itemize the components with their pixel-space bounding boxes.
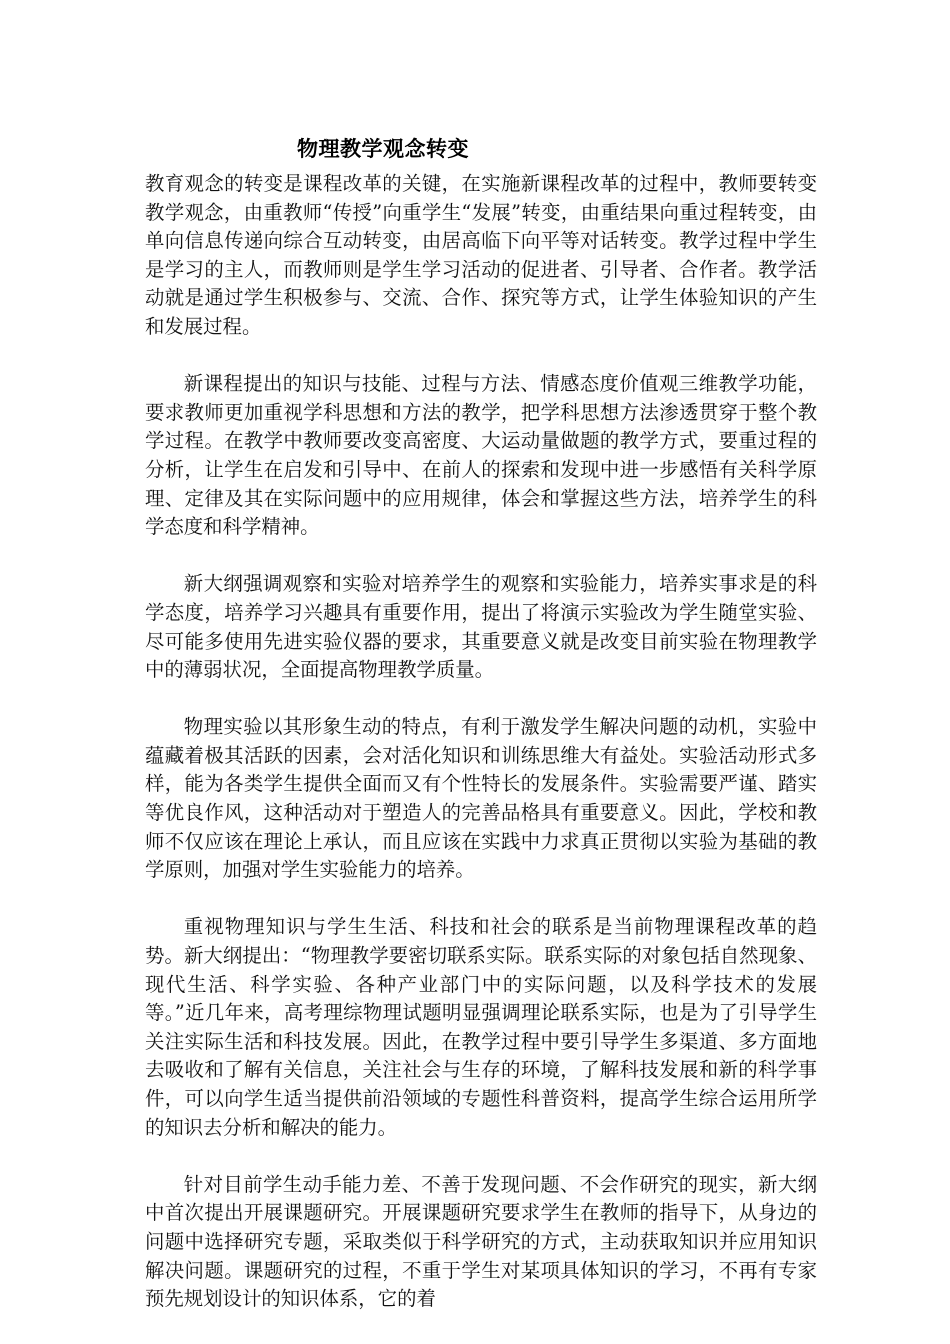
paragraph-3: 新大纲强调观察和实验对培养学生的观察和实验能力，培养实事求是的科学态度，培养学习兴趣具有重要作用，提出了将演示实验改为学生随堂实验、尽可能多使用先进实验仪器的要求，其重要意义就是改变目前实验在物理教学中的薄弱状况，全面提高物理教学质量。 xyxy=(145,572,817,682)
document-title: 物理教学观念转变 xyxy=(297,137,469,161)
paragraph-6: 针对目前学生动手能力差、不善于发现问题、不会作研究的现实，新大纲中首次提出开展课题研究。开展课题研究要求学生在教师的指导下，从身边的问题中选择研究专题，采取类似于科学研究的方式，主动获取知识并应用知识解决问题。课题研究的过程，不重于学生对某项具体知识的学习，不再有专家预先规划设计的知识体系，它的着 xyxy=(145,1172,817,1311)
document-body xyxy=(145,170,817,1342)
paragraph-1: 教育观念的转变是课程改革的关键，在实施新课程改革的过程中，教师要转变教学观念，由重教师“传授”向重学生“发展”转变，由重结果向重过程转变，由单向信息传递向综合互动转变，由居高临下向平等对话转变。教学过程中学生是学习的主人，而教师则是学生学习活动的促进者、引导者、合作者。教学活动就是通过学生积极参与、交流、合作、探究等方式，让学生体验知识的产生和发展过程。 xyxy=(145,172,817,338)
paragraph-4: 物理实验以其形象生动的特点，有利于激发学生解决问题的动机，实验中蕴藏着极其活跃的因素，会对活化知识和训练思维大有益处。实验活动形式多样，能为各类学生提供全面而又有个性特长的发展条件。实验需要严谨、踏实等优良作风，这种活动对于塑造人的完善品格具有重要意义。因此，学校和教师不仅应该在理论上承认，而且应该在实践中力求真正贯彻以实验为基础的教学原则，加强对学生实验能力的培养。 xyxy=(145,715,817,882)
paragraph-2: 新课程提出的知识与技能、过程与方法、情感态度价值观三维教学功能，要求教师更加重视学科思想和方法的教学，把学科思想方法渗透贯穿于整个教学过程。在教学中教师要改变高密度、大运动量做题的教学方式，要重过程的分析，让学生在启发和引导中、在前人的探索和发现中进一步感悟有关科学原理、定律及其在实际问题中的应用规律，体会和掌握这些方法，培养学生的科学态度和科学精神。 xyxy=(145,372,817,539)
paragraph-5: 重视物理知识与学生生活、科技和社会的联系是当前物理课程改革的趋势。新大纲提出：“物理教学要密切联系实际。联系实际的对象包括自然现象、现代生活、科学实验、各种产业部门中的实际问题，以及科学技术的发展等。”近几年来，高考理综物理试题明显强调理论联系实际，也是为了引导学生关注实际生活和科技发展。因此，在教学过程中要引导学生多渠道、多方面地去吸收和了解有关信息，关注社会与生存的环境，了解科技发展和新的科学事件，可以向学生适当提供前沿领域的专题性科普资料，提高学生综合运用所学的知识去分析和解决的能力。 xyxy=(145,915,817,1139)
